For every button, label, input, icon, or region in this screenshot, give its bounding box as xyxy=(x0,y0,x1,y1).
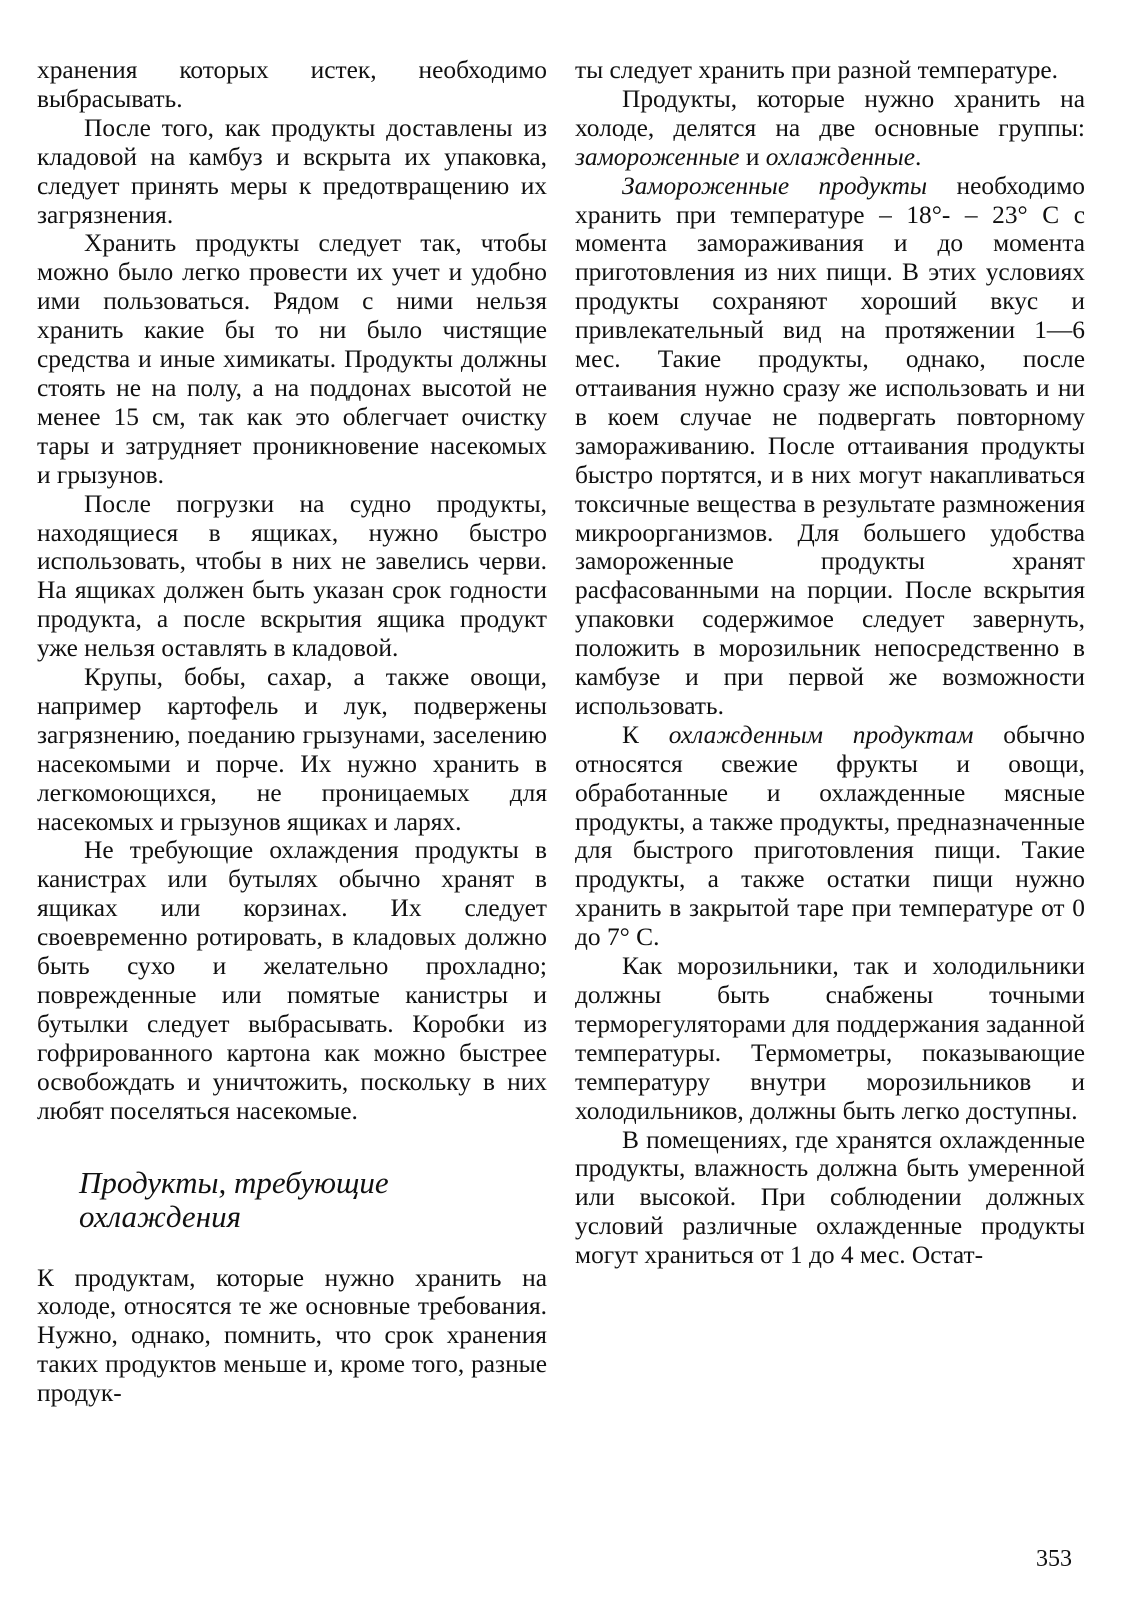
text-run: обычно относятся свежие фрукты и овощи, обработанные и охлажденные мясные продукты, а также продукты, предназначенные для быстрого приготовления пищи. Такие продукты, а также остатки пищи нужно хранить в закрытой таре при температуре от 0 до 7° С. xyxy=(575,720,1085,952)
paragraph: После того, как продукты доставлены из кладовой на камбуз и вскрыта их упаковка, следует принять меры к предотвращению их загрязнения. xyxy=(37,113,547,229)
paragraph: хранения которых истек, необходимо выбрасывать. xyxy=(37,56,547,113)
paragraph: В помещениях, где хранятся охлажденные продукты, влажность должна быть умеренной или высокой. При соблюдении должных условий различные охлажденные продукты могут храниться от 1 до 4 мес. Остат- xyxy=(575,1125,1085,1270)
text-run: . xyxy=(915,142,922,171)
section-heading xyxy=(37,1166,547,1234)
paragraph: Крупы, бобы, сахар, а также овощи, например картофель и лук, подвержены загрязнению, поеданию грызунами, заселению насекомыми и порче. Их нужно хранить в легкомоющихся, не проницаемых для насекомых и грызунов ящиках и ларях. xyxy=(37,663,547,836)
paragraph: Не требующие охлаждения продукты в канистрах или бутылях обычно хранят в ящиках или корзинах. Их следует своевременно ротировать, в кладовых должно быть сухо и желательно прохладно; поврежденные или помятые канистры и бутылки следует выбрасывать. Коробки из гофрированного картона как можно быстрее освобождать и уничтожить, поскольку в них любят поселяться насекомые. xyxy=(37,836,547,1125)
paragraph xyxy=(575,721,1085,952)
left-column xyxy=(37,56,547,1408)
emphasis: охлажденным продуктам xyxy=(668,720,974,749)
emphasis: Замороженные продукты xyxy=(622,171,928,200)
paragraph: Хранить продукты следует так, чтобы можно было легко провести их учет и удобно ими пользоваться. Рядом с ними нельзя хранить какие бы то ни было чистящие средства и иные химикаты. Продукты должны стоять не на полу, а на поддонах высотой не менее 15 см, так как это облегчает очистку тары и затрудняет проникновение насекомых и грызунов. xyxy=(37,229,547,489)
text-run: Продукты, которые нужно хранить на холоде, делятся на две основные группы: xyxy=(575,84,1085,142)
section-heading-line: охлаждения xyxy=(79,1198,241,1234)
emphasis: замороженные xyxy=(575,142,740,171)
text-run: необходимо хранить при температуре – 18°- – 23° С с момента замораживания и до момента приготовления из них пищи. В этих условиях продукты сохраняют хороший вкус и привлекательный вид на протяжении 1—6 мес. Такие продукты, однако, после оттаивания нужно сразу же использовать и ни в коем случае не подвергать повторному замораживанию. После оттаивания продукты быстро портятся, и в них могут накапливаться токсичные вещества в результате размножения микроорганизмов. Для большего удобства замороженные продукты хранят расфасованными на порции. После вскрытия упаковки содержимое следует завернуть, положить в морозильник непосредственно в камбузе и при первой же возможности использовать. xyxy=(575,171,1085,720)
paragraph xyxy=(575,85,1085,172)
text-run: К xyxy=(622,720,669,749)
section-heading-line: Продукты, требующие xyxy=(79,1164,389,1200)
paragraph: После погрузки на судно продукты, находящиеся в ящиках, нужно быстро использовать, чтобы в них не завелись черви. На ящиках должен быть указан срок годности продукта, а после вскрытия ящика продукт уже нельзя оставлять в кладовой. xyxy=(37,489,547,663)
paragraph: ты следует хранить при разной температуре. xyxy=(575,56,1059,84)
right-column xyxy=(575,56,1085,1270)
paragraph xyxy=(575,172,1085,721)
paragraph: Как морозильники, так и холодильники должны быть снабжены точными терморегуляторами для поддержания заданной температуры. Термометры, показывающие температуру внутри морозильников и холодильников, должны быть легко доступны. xyxy=(575,952,1085,1125)
emphasis: охлажденные xyxy=(765,142,915,171)
page-number: 353 xyxy=(1036,1546,1072,1572)
text-run: и xyxy=(739,142,766,171)
paragraph: К продуктам, которые нужно хранить на холоде, относятся те же основные требования. Нужно, однако, помнить, что срок хранения таких продуктов меньше и, кроме того, разные продук- xyxy=(37,1263,547,1408)
